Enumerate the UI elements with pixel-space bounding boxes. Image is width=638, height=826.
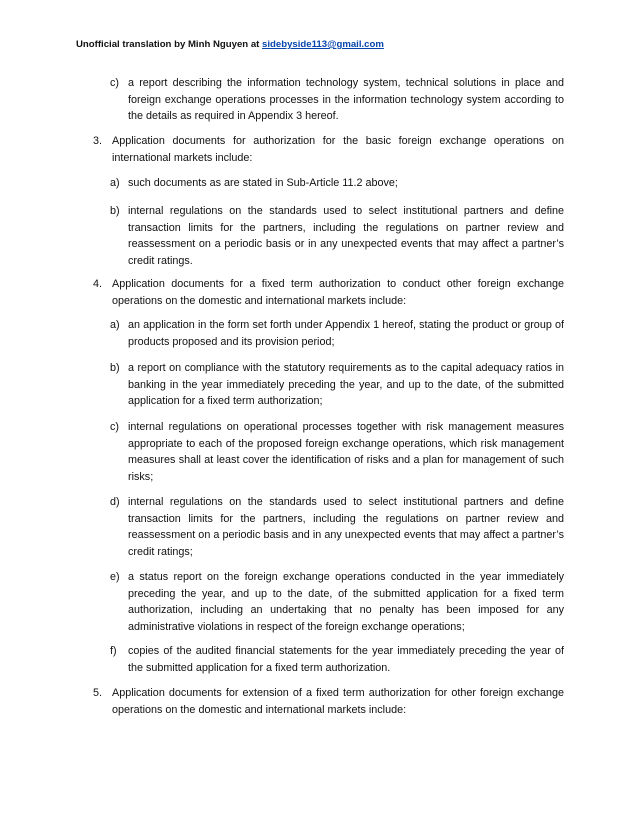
page-header	[76, 39, 384, 50]
list-marker: 5.	[93, 687, 103, 699]
list-marker: d)	[110, 496, 120, 508]
list-item-text: Application documents for a fixed term authorization to conduct other foreign exchange operations on the domestic and international markets include:	[112, 278, 564, 307]
list-marker: a)	[110, 319, 120, 331]
list-item-text: copies of the audited financial statements for the year immediately preceding the year of the submitted application for a fixed term authorization.	[128, 645, 564, 674]
list-item-text: a report on compliance with the statutory requirements as to the capital adequacy ratios in banking in the year immediately preceding the year, and up to the date, of the submitted application for a fixed term authorization;	[128, 362, 564, 407]
list-item-text: a status report on the foreign exchange operations conducted in the year immediately preceding the year, and up to the date, of the submitted application for a fixed term authorization, including an undertaking that no penalty has been imposed for any administrative violations in respect of the foreign exchange operations;	[128, 571, 564, 633]
list-item-text: such documents as are stated in Sub-Article 11.2 above;	[128, 177, 398, 189]
list-marker: b)	[110, 362, 120, 374]
list-marker: 4.	[93, 278, 103, 290]
list-marker: c)	[110, 77, 119, 89]
list-item-text: Application documents for extension of a fixed term authorization for other foreign exchange operations on the domestic and international markets include:	[112, 687, 564, 716]
list-item-text: internal regulations on operational processes together with risk management measures appropriate to each of the proposed foreign exchange operations, which risk management measures shall at least cover the identification of risks and a plan for management of such risks;	[128, 421, 564, 483]
header-attribution: Unofficial translation by Minh Nguyen at	[76, 39, 263, 50]
list-item-text: an application in the form set forth under Appendix 1 hereof, stating the product or group of products proposed and its provision period;	[128, 319, 564, 348]
list-item-text: Application documents for authorization for the basic foreign exchange operations on international markets include:	[112, 135, 564, 164]
list-marker: c)	[110, 421, 119, 433]
list-marker: a)	[110, 177, 120, 189]
list-item-text: a report describing the information technology system, technical solutions in place and foreign exchange operations processes in the information technology system according to the details as required in Appendix 3 hereof.	[128, 77, 564, 122]
list-marker: 3.	[93, 135, 103, 147]
list-marker: f)	[110, 645, 117, 657]
header-email-link[interactable]: sidebyside113@gmail.com	[262, 39, 384, 50]
list-item-text: internal regulations on the standards used to select institutional partners and define transaction limits for the partners, including the regulations on partner review and reassessment on a periodic basis or in any unexpected events that may affect a partner’s credit ratings.	[128, 205, 564, 267]
list-item-text: internal regulations on the standards used to select institutional partners and define transaction limits for the partners, including the regulations on partner review and reassessment on a periodic basis and in any unexpected events that may affect a partner’s credit ratings;	[128, 496, 564, 558]
list-marker: b)	[110, 205, 120, 217]
list-marker: e)	[110, 571, 120, 583]
